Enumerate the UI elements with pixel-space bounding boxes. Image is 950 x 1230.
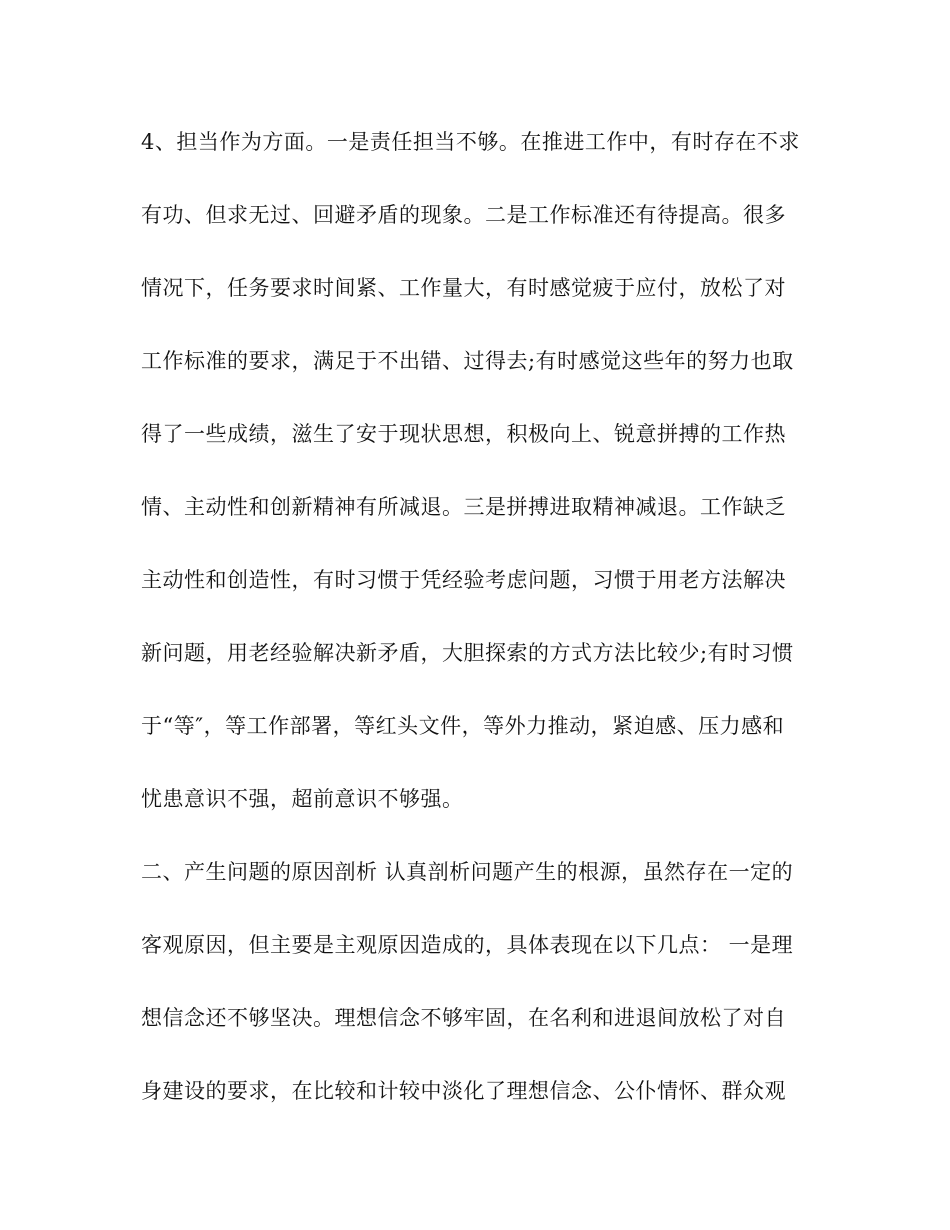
text-line: 工作标准的要求，满足于不出错、过得去;有时感觉这些年的努力也取 bbox=[141, 349, 794, 373]
text-line: 客观原因，但主要是主观原因造成的，具体表现在以下几点： 一是理 bbox=[141, 933, 794, 957]
text-line: 情况下，任务要求时间紧、工作量大，有时感觉疲于应付，放松了对 bbox=[141, 276, 786, 300]
text-line: 有功、但求无过、回避矛盾的现象。二是工作标准还有待提高。很多 bbox=[141, 203, 786, 227]
text-line: 得了一些成绩，滋生了安于现状思想，积极向上、锐意拼搏的工作热 bbox=[141, 422, 786, 446]
section-heading-line: 二、产生问题的原因剖析 认真剖析问题产生的根源，虽然存在一定的 bbox=[141, 860, 794, 884]
text-line: 新问题，用老经验解决新矛盾，大胆探索的方式方法比较少;有时习惯 bbox=[141, 641, 794, 665]
text-line: 4、担当作为方面。一是责任担当不够。在推进工作中，有时存在不求 bbox=[141, 130, 800, 154]
text-line: 身建设的要求，在比较和计较中淡化了理想信念、公仆情怀、群众观 bbox=[141, 1079, 786, 1103]
text-line: 想信念还不够坚决。理想信念不够牢固，在名利和进退间放松了对自 bbox=[141, 1006, 786, 1030]
text-line: 主动性和创造性，有时习惯于凭经验考虑问题，习惯于用老方法解决 bbox=[141, 568, 786, 592]
text-line: 忧患意识不强，超前意识不够强。 bbox=[141, 787, 464, 811]
text-line: 情、主动性和创新精神有所减退。三是拼搏进取精神减退。工作缺乏 bbox=[141, 495, 786, 519]
text-line: 于“等″，等工作部署，等红头文件，等外力推动，紧迫感、压力感和 bbox=[141, 714, 785, 738]
